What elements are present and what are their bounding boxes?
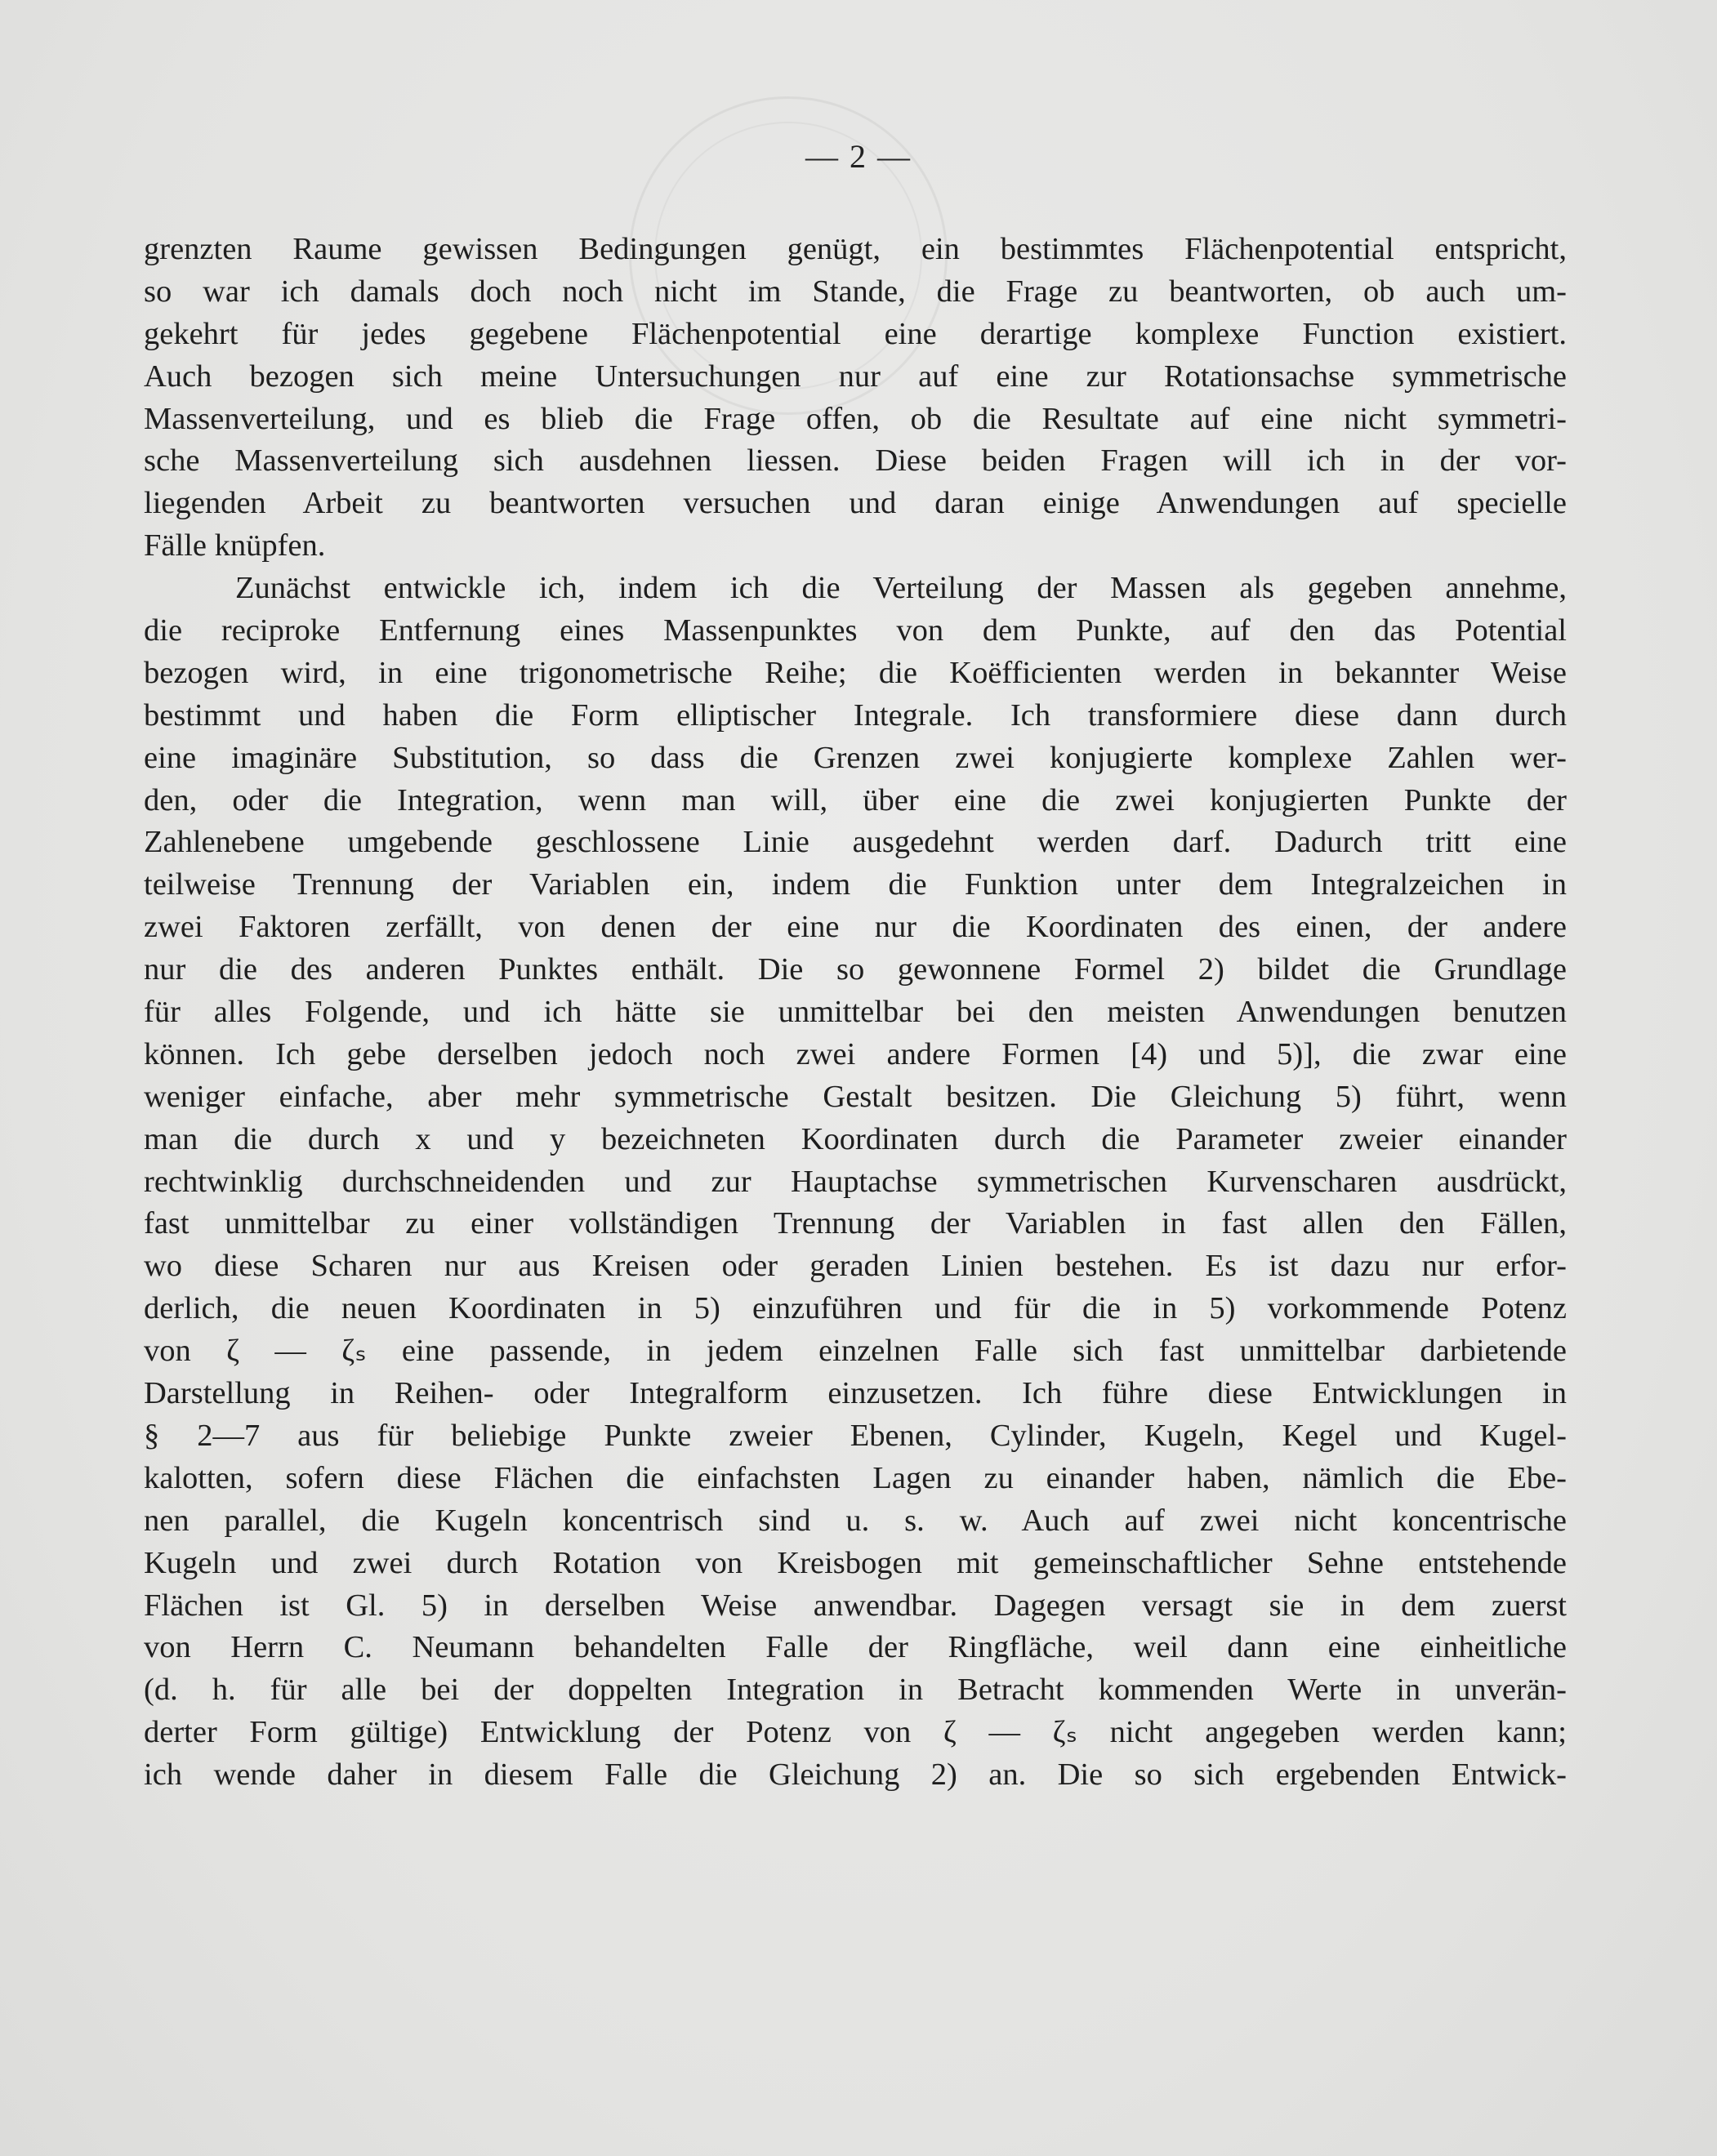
body-text bbox=[144, 229, 1567, 1797]
text-line: für alles Folgende, und ich hätte sie unmittelbar bei den meisten Anwendungen benutzen bbox=[144, 995, 1567, 1030]
text-line: teilweise Trennung der Variablen ein, indem die Funktion unter dem Integralzeichen in bbox=[144, 867, 1567, 902]
text-line: können. Ich gebe derselben jedoch noch zwei andere Formen [4) und 5)], die zwar eine bbox=[144, 1036, 1567, 1071]
text-line: von Herrn C. Neumann behandelten Falle der Ringfläche, weil dann eine einheitliche bbox=[144, 1630, 1567, 1665]
text-line: Zahlenebene umgebende geschlossene Linie ausgedehnt werden darf. Dadurch tritt eine bbox=[144, 825, 1567, 860]
text-line: gekehrt für jedes gegebene Flächenpotential eine derartige komplexe Function existiert. bbox=[144, 316, 1567, 351]
text-line: die reciproke Entfernung eines Massenpunktes von dem Punkte, auf den das Potential bbox=[144, 613, 1567, 648]
text-line: Kugeln und zwei durch Rotation von Kreisbogen mit gemeinschaftlicher Sehne entstehende bbox=[144, 1545, 1567, 1580]
text-line: fast unmittelbar zu einer vollständigen Trennung der Variablen in fast allen den Fällen, bbox=[144, 1206, 1567, 1241]
text-line: Zunächst entwickle ich, indem ich die Verteilung der Massen als gegeben annehme, bbox=[235, 571, 1567, 606]
text-line: grenzten Raume gewissen Bedingungen genügt, ein bestimmtes Flächenpotential entspricht, bbox=[144, 232, 1567, 266]
text-line: bezogen wird, in eine trigonometrische Reihe; die Koëfficienten werden in bekannter Weise bbox=[144, 655, 1567, 690]
text-line: Auch bezogen sich meine Untersuchungen nur auf eine zur Rotationsachse symmetrische bbox=[144, 359, 1567, 394]
text-line: bestimmt und haben die Form elliptischer Integrale. Ich transformiere diese dann durch bbox=[144, 697, 1567, 733]
text-line: § 2—7 aus für beliebige Punkte zweier Ebenen, Cylinder, Kugeln, Kegel und Kugel- bbox=[144, 1418, 1567, 1453]
text-line: so war ich damals doch noch nicht im Stande, die Frage zu beantworten, ob auch um- bbox=[144, 274, 1567, 309]
text-line: zwei Faktoren zerfällt, von denen der eine nur die Koordinaten des einen, der andere bbox=[144, 910, 1567, 945]
text-line: eine imaginäre Substitution, so dass die Grenzen zwei konjugierte komplexe Zahlen wer- bbox=[144, 740, 1567, 775]
text-line: man die durch x und y bezeichneten Koordinaten durch die Parameter zweier einander bbox=[144, 1121, 1567, 1156]
text-line: nen parallel, die Kugeln koncentrisch sind u. s. w. Auch auf zwei nicht koncentrische bbox=[144, 1503, 1567, 1538]
text-line: Darstellung in Reihen- oder Integralform einzusetzen. Ich führe diese Entwicklungen in bbox=[144, 1376, 1567, 1411]
text-line: derter Form gültige) Entwicklung der Potenz von ζ — ζₛ nicht angegeben werden kann; bbox=[144, 1715, 1567, 1750]
text-line: liegenden Arbeit zu beantworten versuchen und daran einige Anwendungen auf specielle bbox=[144, 486, 1567, 521]
text-line: von ζ — ζₛ eine passende, in jedem einzelnen Falle sich fast unmittelbar darbietende bbox=[144, 1334, 1567, 1369]
page-number: — 2 — bbox=[805, 138, 912, 175]
text-line: Flächen ist Gl. 5) in derselben Weise anwendbar. Dagegen versagt sie in dem zuerst bbox=[144, 1588, 1567, 1623]
text-line: (d. h. für alle bei der doppelten Integration in Betracht kommenden Werte in unverän- bbox=[144, 1673, 1567, 1708]
text-line: Massenverteilung, und es blieb die Frage offen, ob die Resultate auf eine nicht symmetri- bbox=[144, 401, 1567, 436]
text-line: nur die des anderen Punktes enthält. Die so gewonnene Formel 2) bildet die Grundlage bbox=[144, 952, 1567, 987]
text-line: sche Massenverteilung sich ausdehnen liessen. Diese beiden Fragen will ich in der vor- bbox=[144, 443, 1567, 479]
text-line: kalotten, sofern diese Flächen die einfachsten Lagen zu einander haben, nämlich die Ebe- bbox=[144, 1460, 1567, 1495]
text-line: rechtwinklig durchschneidenden und zur Hauptachse symmetrischen Kurvenscharen ausdrückt, bbox=[144, 1164, 1567, 1199]
text-line: ich wende daher in diesem Falle die Gleichung 2) an. Die so sich ergebenden Entwick- bbox=[144, 1757, 1567, 1793]
text-line: derlich, die neuen Koordinaten in 5) einzuführen und für die in 5) vorkommende Potenz bbox=[144, 1291, 1567, 1326]
text-line: weniger einfache, aber mehr symmetrische Gestalt besitzen. Die Gleichung 5) führt, wenn bbox=[144, 1079, 1567, 1114]
text-line: wo diese Scharen nur aus Kreisen oder geraden Linien bestehen. Es ist dazu nur erfor- bbox=[144, 1249, 1567, 1284]
text-line: Fälle knüpfen. bbox=[144, 528, 326, 564]
text-line: den, oder die Integration, wenn man will, über eine die zwei konjugierten Punkte der bbox=[144, 782, 1567, 817]
